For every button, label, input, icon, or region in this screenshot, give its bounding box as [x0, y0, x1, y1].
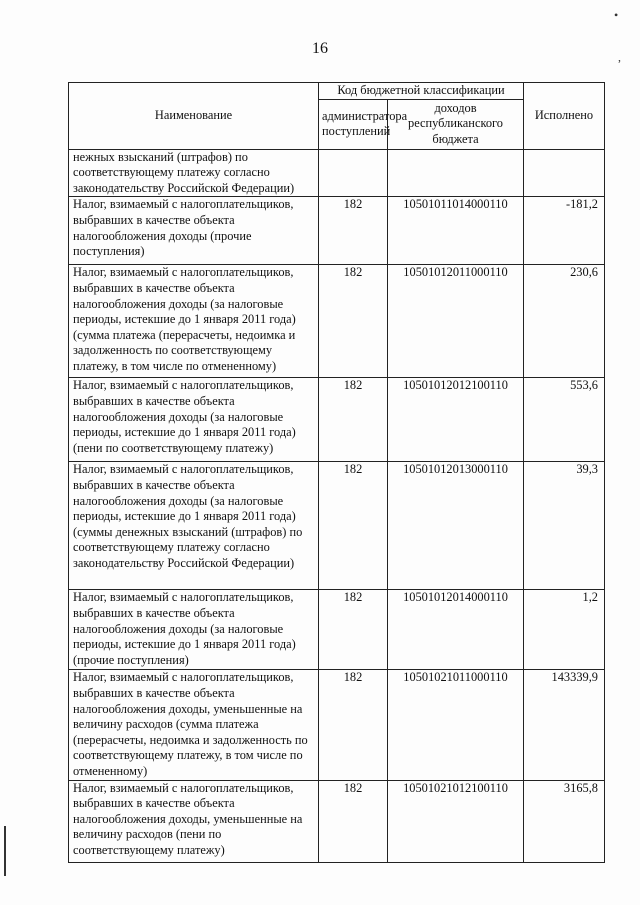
row-name: Налог, взимаемый с налогоплательщиков, выбравших в качестве объекта налогообложения доходы (прочие поступления) [69, 197, 319, 265]
budget-table [68, 82, 605, 863]
scan-mark: , [618, 50, 621, 64]
row-admin-code: 182 [319, 265, 388, 378]
table-row [69, 780, 605, 862]
row-amount: 553,6 [524, 378, 605, 462]
header-admin: администратора поступлений [319, 99, 388, 149]
row-budget-code: 10501012011000110 [388, 265, 524, 378]
header-code-group: Код бюджетной классификации [319, 83, 524, 100]
row-budget-code: 10501012013000110 [388, 462, 524, 590]
row-budget-code: 10501021011000110 [388, 670, 524, 780]
row-admin-code: 182 [319, 197, 388, 265]
row-budget-code: 10501011014000110 [388, 197, 524, 265]
row-admin-code [319, 149, 388, 197]
row-budget-code: 10501021012100110 [388, 780, 524, 862]
row-admin-code: 182 [319, 670, 388, 780]
row-admin-code: 182 [319, 590, 388, 670]
header-revenue: доходов республиканского бюджета [388, 99, 524, 149]
table-row [69, 149, 605, 197]
table-row [69, 265, 605, 378]
row-amount [524, 149, 605, 197]
row-name: Налог, взимаемый с налогоплательщиков, выбравших в качестве объекта налогообложения доходы, уменьшенные на величину расходов (пени по соответствующему платежу) [69, 780, 319, 862]
table-row [69, 197, 605, 265]
row-amount: 143339,9 [524, 670, 605, 780]
row-amount: 3165,8 [524, 780, 605, 862]
page-number: 16 [312, 40, 328, 57]
header-executed: Исполнено [524, 83, 605, 150]
row-amount: 39,3 [524, 462, 605, 590]
row-admin-code: 182 [319, 378, 388, 462]
row-amount: 230,6 [524, 265, 605, 378]
row-admin-code: 182 [319, 462, 388, 590]
row-name: Налог, взимаемый с налогоплательщиков, выбравших в качестве объекта налогообложения доходы, уменьшенные на величину расходов (сумма платежа (перерасчеты, недоимка и задолженность по соответствующему платежу, в том числе по отмененному) [69, 670, 319, 780]
table-row [69, 590, 605, 670]
row-amount: 1,2 [524, 590, 605, 670]
scan-mark: • [614, 8, 619, 22]
row-budget-code [388, 149, 524, 197]
table-body [69, 149, 605, 862]
table-row [69, 670, 605, 780]
row-name: Налог, взимаемый с налогоплательщиков, выбравших в качестве объекта налогообложения доходы (за налоговые периоды, истекшие до 1 января 2011 года) (сумма платежа (перерасчеты, недоимка и задолженность по соответствующему платежу, в том числе по отмененному) [69, 265, 319, 378]
row-name: Налог, взимаемый с налогоплательщиков, выбравших в качестве объекта налогообложения доходы (за налоговые периоды, истекшие до 1 января 2011 года) (прочие поступления) [69, 590, 319, 670]
row-admin-code: 182 [319, 780, 388, 862]
header-name: Наименование [69, 83, 319, 150]
row-budget-code: 10501012014000110 [388, 590, 524, 670]
table-header [69, 83, 605, 150]
row-name: Налог, взимаемый с налогоплательщиков, выбравших в качестве объекта налогообложения доходы (за налоговые периоды, истекшие до 1 января 2011 года) (суммы денежных взысканий (штрафов) по соответствующему платежу согласно законодательству Российской Федерации) [69, 462, 319, 590]
row-amount: -181,2 [524, 197, 605, 265]
table-row [69, 378, 605, 462]
scan-edge-mark [4, 826, 6, 876]
row-name: нежных взысканий (штрафов) по соответствующему платежу согласно законодательству Российской Федерации) [69, 149, 319, 197]
row-name: Налог, взимаемый с налогоплательщиков, выбравших в качестве объекта налогообложения доходы (за налоговые периоды, истекшие до 1 января 2011 года) (пени по соответствующему платежу) [69, 378, 319, 462]
table-row [69, 462, 605, 590]
row-budget-code: 10501012012100110 [388, 378, 524, 462]
